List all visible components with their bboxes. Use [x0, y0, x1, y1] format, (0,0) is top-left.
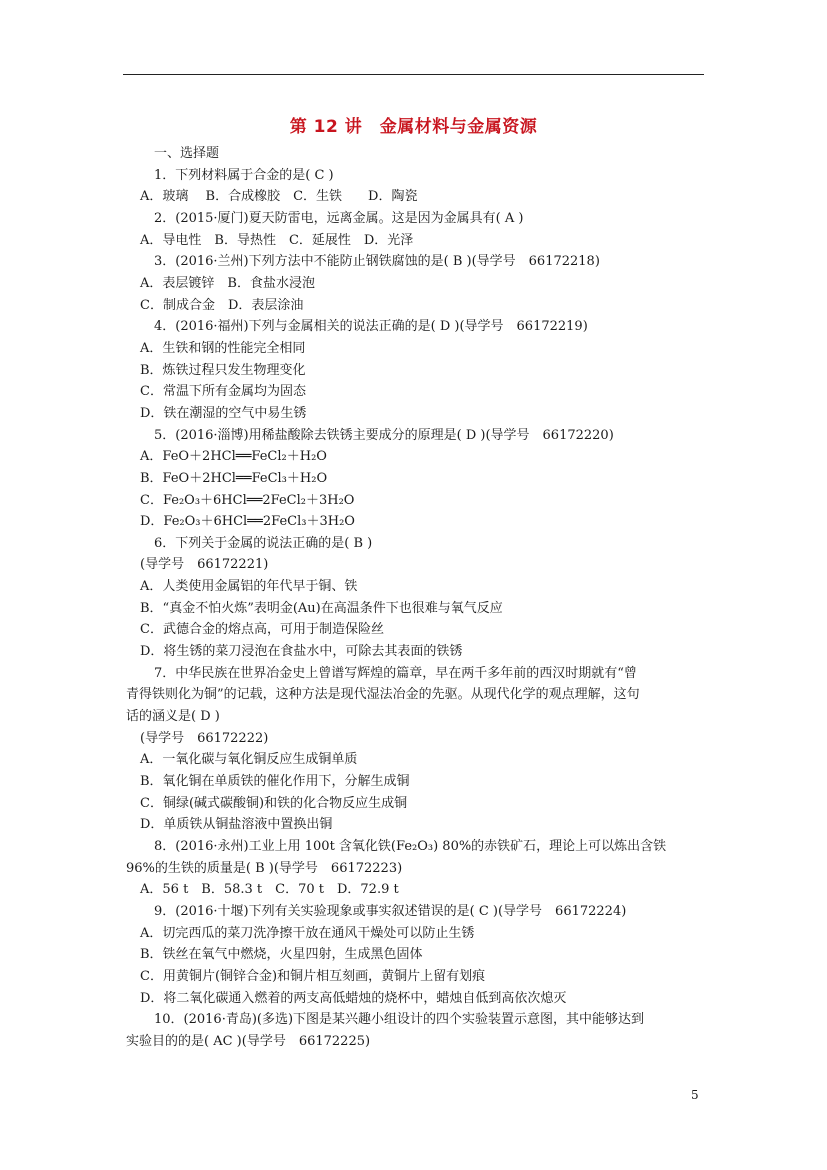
question-7-line-3: 话的涵义是( D ): [126, 709, 220, 725]
q6-option-b: B．“真金不怕火炼”表明金(Au)在高温条件下也很难与氧气反应: [140, 600, 503, 616]
q7-option-d: D．单质铁从铜盐溶液中置换出铜: [140, 817, 333, 833]
q6-guide-number: (导学号 66172221): [140, 557, 269, 573]
question-6: 6．下列关于金属的说法正确的是( B ): [154, 535, 373, 551]
q5-option-c: C．Fe₂O₃＋6HCl══2FeCl₂＋3H₂O: [140, 492, 355, 508]
q5-option-a: A．FeO＋2HCl══FeCl₂＋H₂O: [140, 449, 327, 465]
q9-option-a: A．切完西瓜的菜刀洗净擦干放在通风干燥处可以防止生锈: [140, 925, 475, 941]
q9-option-b: B．铁丝在氧气中燃烧，火星四射，生成黑色固体: [140, 947, 423, 963]
question-9: 9．(2016·十堰)下列有关实验现象或事实叙述错误的是( C )(导学号 66172224): [154, 903, 627, 919]
q7-guide-number: (导学号 66172222): [140, 730, 269, 746]
page-title: 第 12 讲 金属材料与金属资源: [289, 117, 538, 137]
q6-option-a: A．人类使用金属铝的年代早于铜、铁: [140, 579, 358, 595]
question-7-line-2: 青得铁则化为铜”的记载，这种方法是现代湿法冶金的先驱。从现代化学的观点理解，这句: [126, 687, 640, 703]
question-1: 1．下列材料属于合金的是( C ): [154, 167, 334, 183]
q9-option-c: C．用黄铜片(铜锌合金)和铜片相互刻画，黄铜片上留有划痕: [140, 968, 486, 984]
page-number: 5: [691, 1088, 699, 1102]
q7-option-b: B．氧化铜在单质铁的催化作用下，分解生成铜: [140, 774, 410, 790]
q4-option-d: D．铁在潮湿的空气中易生锈: [140, 405, 307, 421]
q3-options-cd: C．制成合金 D．表层涂油: [140, 297, 304, 313]
q4-option-c: C．常温下所有金属均为固态: [140, 384, 306, 400]
q6-option-c: C．武德合金的熔点高，可用于制造保险丝: [140, 622, 384, 638]
q1-options: A．玻璃 B．合成橡胶 C．生铁 D．陶瓷: [140, 189, 418, 205]
q6-option-d: D．将生锈的菜刀浸泡在食盐水中，可除去其表面的铁锈: [140, 644, 463, 660]
question-7-line-1: 7．中华民族在世界冶金史上曾谱写辉煌的篇章，早在两千多年前的西汉时期就有“曾: [154, 665, 637, 681]
section-heading: 一、选择题: [154, 146, 220, 161]
q4-option-a: A．生铁和钢的性能完全相同: [140, 340, 306, 356]
q7-option-c: C．铜绿(碱式碳酸铜)和铁的化合物反应生成铜: [140, 795, 408, 811]
q4-option-b: B．炼铁过程只发生物理变化: [140, 362, 306, 378]
document-body: [126, 143, 704, 1053]
question-4: 4．(2016·福州)下列与金属相关的说法正确的是( D )(导学号 66172219): [154, 319, 588, 335]
question-10-line-2: 实验目的的是( AC )(导学号 66172225): [126, 1033, 371, 1049]
q3-options-ab: A．表层镀锌 B．食盐水浸泡: [140, 275, 315, 291]
question-2: 2．(2015·厦门)夏天防雷电，远离金属。这是因为金属具有( A ): [154, 210, 524, 226]
question-5: 5．(2016·淄博)用稀盐酸除去铁锈主要成分的原理是( D )(导学号 66172220): [154, 427, 614, 443]
q5-option-b: B．FeO＋2HCl══FeCl₃＋H₂O: [140, 470, 328, 486]
q8-options: A．56 t B．58.3 t C．70 t D．72.9 t: [140, 882, 399, 898]
q9-option-d: D．将二氧化碳通入燃着的两支高低蜡烛的烧杯中，蜡烛自低到高依次熄灭: [140, 990, 567, 1006]
question-3: 3．(2016·兰州)下列方法中不能防止钢铁腐蚀的是( B )(导学号 66172218): [154, 254, 600, 270]
question-8-line-2: 96%的生铁的质量是( B )(导学号 66172223): [126, 860, 403, 876]
q7-option-a: A．一氧化碳与氧化铜反应生成铜单质: [140, 752, 358, 768]
q5-option-d: D．Fe₂O₃＋6HCl══2FeCl₃＋3H₂O: [140, 514, 355, 530]
q2-options: A．导电性 B．导热性 C．延展性 D．光泽: [140, 232, 414, 248]
header-rule: [123, 74, 704, 75]
question-10-line-1: 10．(2016·青岛)(多选)下图是某兴趣小组设计的四个实验装置示意图，其中能够达到: [154, 1012, 645, 1028]
question-8-line-1: 8．(2016·永州)工业上用 100t 含氧化铁(Fe₂O₃) 80%的赤铁矿石，理论上可以炼出含铁: [154, 839, 667, 854]
